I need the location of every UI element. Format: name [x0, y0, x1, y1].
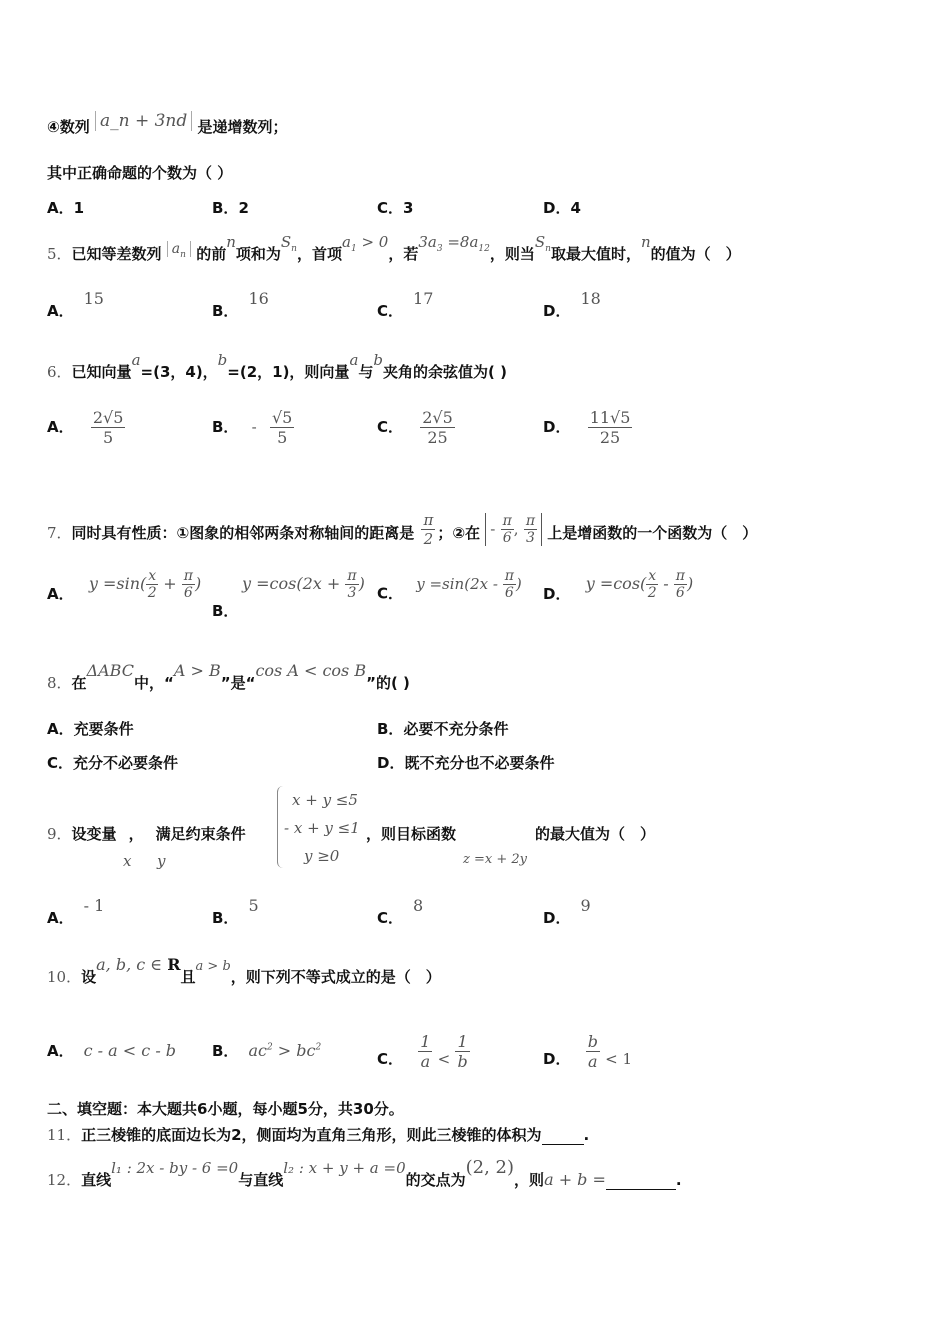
q9-stem-3: 的最大值为（ ） [535, 825, 656, 843]
q9-option-d[interactable]: D．9 [543, 896, 591, 927]
q9-stem: 9．设变量 ， 满足约束条件 [47, 825, 246, 843]
q4-item4: ④数列 a_n + 3nd 是递增数列； [47, 111, 288, 136]
q12: 12．直线l₁ : 2x - by - 6 =0与直线l₂ : x + y + a =0的交点为(2, 2)，则a + b = . [47, 1157, 682, 1189]
q9-option-a[interactable]: A．- 1 [47, 896, 105, 927]
q11: 11．正三棱锥的底面边长为2，侧面均为直角三角形，则此三棱锥的体积为 . [47, 1126, 590, 1144]
q4-option-c[interactable]: C．3 [377, 199, 414, 217]
q5-option-c[interactable]: C．17 [377, 289, 434, 320]
q6-option-d[interactable]: D． $\frac{11√5}{25}$ [543, 408, 631, 447]
q7-option-b[interactable]: y =cos(2x + $\frac{\pi}{3}$ ) [242, 568, 365, 601]
q10-option-c[interactable]: C． $\frac{1}{a}$ < $\frac{1}{b}$ [377, 1032, 468, 1071]
q6-stem: 6．已知向量a=(3，4)，b=(2，1)，则向量a与b夹角的余弦值为( ) [47, 351, 507, 381]
q4-question: 其中正确命题的个数为（ ） [47, 164, 233, 182]
q7-option-c[interactable]: C． y =sin(2x - $\frac{\pi}{6}$ ) [377, 568, 522, 603]
q7-option-b-label: B． [212, 602, 239, 620]
q9-var-y: y [157, 852, 166, 870]
q8-option-d[interactable]: D．既不充分也不必要条件 [377, 754, 555, 772]
q10-option-d[interactable]: D． $\frac{b}{a}$ < 1 [543, 1032, 633, 1071]
q9-option-c[interactable]: C．8 [377, 896, 424, 927]
q9-var-x: x [123, 852, 132, 870]
q5-stem: 5．已知等差数列 $a_n$ 的前n项和为$S_n$，首项$a_1 > 0$，若$3a_3 =8a_{12}$，则当$S_n$取最大值时，n的值为（ ） [47, 233, 741, 263]
section-2-title: 二、填空题：本大题共6小题，每小题5分，共30分。 [47, 1100, 404, 1118]
q4-option-b[interactable]: B．2 [212, 199, 249, 217]
q9-constraints: x + y ≤5 - x + y ≤1 y ≥0 [277, 786, 360, 868]
q4-option-a[interactable]: A．1 [47, 199, 85, 217]
q8-option-b[interactable]: B．必要不充分条件 [377, 720, 509, 738]
q4-option-d[interactable]: D．4 [543, 199, 581, 217]
q9-objective: z =x + 2y [463, 852, 527, 867]
q6-option-b[interactable]: B． - $\frac{√5}{5}$ [212, 408, 293, 447]
q7-option-d[interactable]: D． y =cos( $\frac{x}{2}$ - $\frac{\pi}{6}$ ) [543, 568, 694, 603]
q5-option-d[interactable]: D．18 [543, 289, 601, 320]
q5-option-a[interactable]: A．15 [47, 289, 104, 320]
q7-stem: 7．同时具有性质：①图象的相邻两条对称轴间的距离是 $\frac{\pi}{2}$ ；②在 - $\frac{\pi}{6}$ , $\frac{\pi}{3}$ 上是增函数的一个函数为（ ） [47, 511, 758, 548]
q8-stem: 8．在ΔABC中，“A > B”是“cos A < cos B”的( ) [47, 661, 410, 692]
q12-blank[interactable] [606, 1171, 676, 1190]
q6-option-a[interactable]: A． $\frac{2√5}{5}$ [47, 408, 124, 447]
q4-expr: a_n + 3nd [95, 111, 192, 131]
q10-option-b[interactable]: B． $ac^2 > bc^2$ [212, 1041, 322, 1060]
q8-option-a[interactable]: A．充要条件 [47, 720, 134, 738]
q5-option-b[interactable]: B．16 [212, 289, 269, 320]
q7-option-a[interactable]: A． y =sin( $\frac{x}{2}$ + $\frac{\pi}{6}$ ) [47, 568, 202, 603]
q9-stem-2: ，则目标函数 [366, 825, 457, 843]
q10-option-a[interactable]: A． c - a < c - b [47, 1041, 177, 1060]
q8-option-c[interactable]: C．充分不必要条件 [47, 754, 179, 772]
q6-option-c[interactable]: C． $\frac{2√5}{25}$ [377, 408, 453, 447]
q10-stem: 10．设a, b, c ∈ R且a > b，则下列不等式成立的是（ ） [47, 955, 441, 986]
q11-blank[interactable] [542, 1126, 584, 1145]
q9-option-b[interactable]: B．5 [212, 896, 259, 927]
